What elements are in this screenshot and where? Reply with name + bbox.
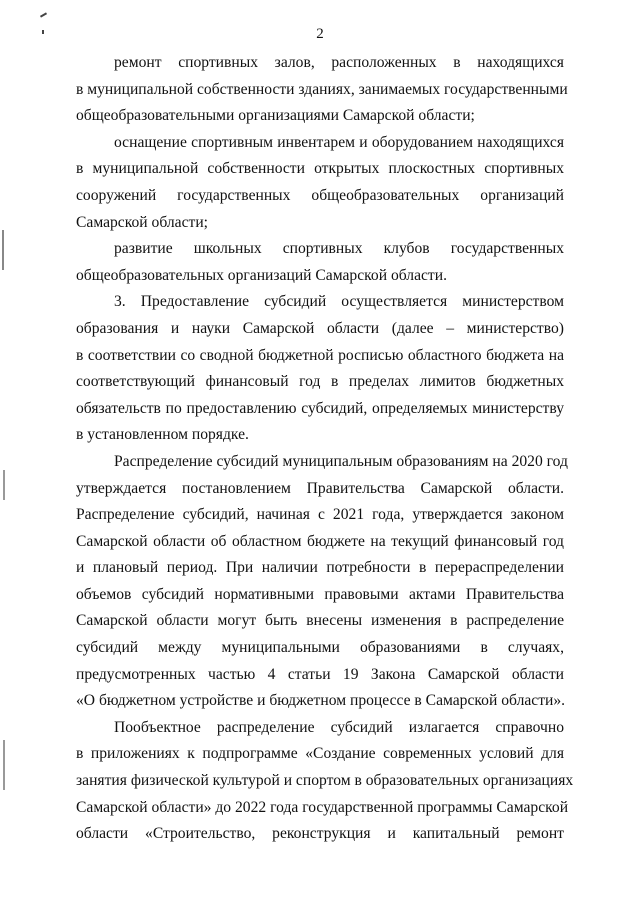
text-line: предусмотренных частью 4 статьи 19 Закона Самарской области — [76, 665, 564, 683]
text-line: утверждается постановлением Правительства Самарской области. — [76, 479, 564, 497]
text-line: в установленном порядке. — [76, 426, 249, 444]
text-line: соответствующий финансовый год в пределах лимитов бюджетных — [76, 373, 564, 391]
paragraph — [76, 289, 564, 449]
paragraph — [76, 236, 564, 289]
text-line: Самарской области» до 2022 года государственной программы Самарской — [76, 798, 569, 816]
text-line: в муниципальной собственности зданиях, занимаемых государственными — [76, 80, 568, 98]
paragraph — [76, 130, 564, 236]
text-line: объемов субсидий нормативными правовыми актами Правительства — [76, 585, 564, 603]
text-line: занятия физической культурой и спортом в образовательных организациях — [76, 772, 574, 790]
text-line: Пообъектное распределение субсидий излагается справочно — [114, 718, 564, 736]
page-number: 2 — [316, 26, 324, 42]
text-line: в соответствии со сводной бюджетной росписью областного бюджета на — [76, 346, 564, 364]
paragraph — [76, 715, 574, 848]
text-line: Самарской области об областном бюджете на текущий финансовый год — [76, 532, 564, 550]
scan-mark — [2, 230, 4, 270]
scan-mark — [42, 30, 44, 34]
text-line: общеобразовательных организаций Самарской области. — [76, 266, 447, 284]
text-line: области «Строительство, реконструкция и капитальный ремонт — [76, 825, 564, 843]
text-line: образования и науки Самарской области (далее – министерство) — [76, 319, 564, 337]
scan-mark — [40, 12, 47, 17]
text-line: развитие школьных спортивных клубов государственных — [114, 240, 564, 258]
text-line: «О бюджетном устройстве и бюджетном процессе в Самарской области». — [76, 692, 566, 710]
text-line: субсидий между муниципальными образованиями в случаях, — [76, 639, 564, 657]
document-body — [76, 50, 574, 848]
paragraph — [76, 50, 568, 130]
scan-mark — [3, 740, 5, 790]
text-line: Распределение субсидий, начиная с 2021 года, утверждается законом — [76, 506, 564, 524]
paragraph — [76, 449, 568, 715]
text-line: и плановый период. При наличии потребности в перераспределении — [76, 559, 564, 577]
text-line: в муниципальной собственности открытых плоскостных спортивных — [76, 160, 564, 178]
text-line: ремонт спортивных залов, расположенных в находящихся — [114, 54, 564, 71]
text-line: общеобразовательными организациями Самарской области; — [76, 107, 475, 125]
text-line: Самарской области; — [76, 213, 209, 231]
text-line: в приложениях к подпрограмме «Создание современных условий для — [76, 745, 564, 763]
text-line: Распределение субсидий муниципальным образованиям на 2020 год — [114, 452, 568, 470]
text-line: Самарской области могут быть внесены изменения в распределение — [76, 612, 564, 630]
text-line: обязательств по предоставлению субсидий, определяемых министерству — [76, 399, 564, 417]
text-line: оснащение спортивным инвентарем и оборудованием находящихся — [114, 133, 564, 151]
text-line: 3. Предоставление субсидий осуществляется министерством — [114, 293, 564, 311]
scan-mark — [3, 470, 5, 500]
text-line: сооружений государственных общеобразовательных организаций — [76, 186, 564, 204]
